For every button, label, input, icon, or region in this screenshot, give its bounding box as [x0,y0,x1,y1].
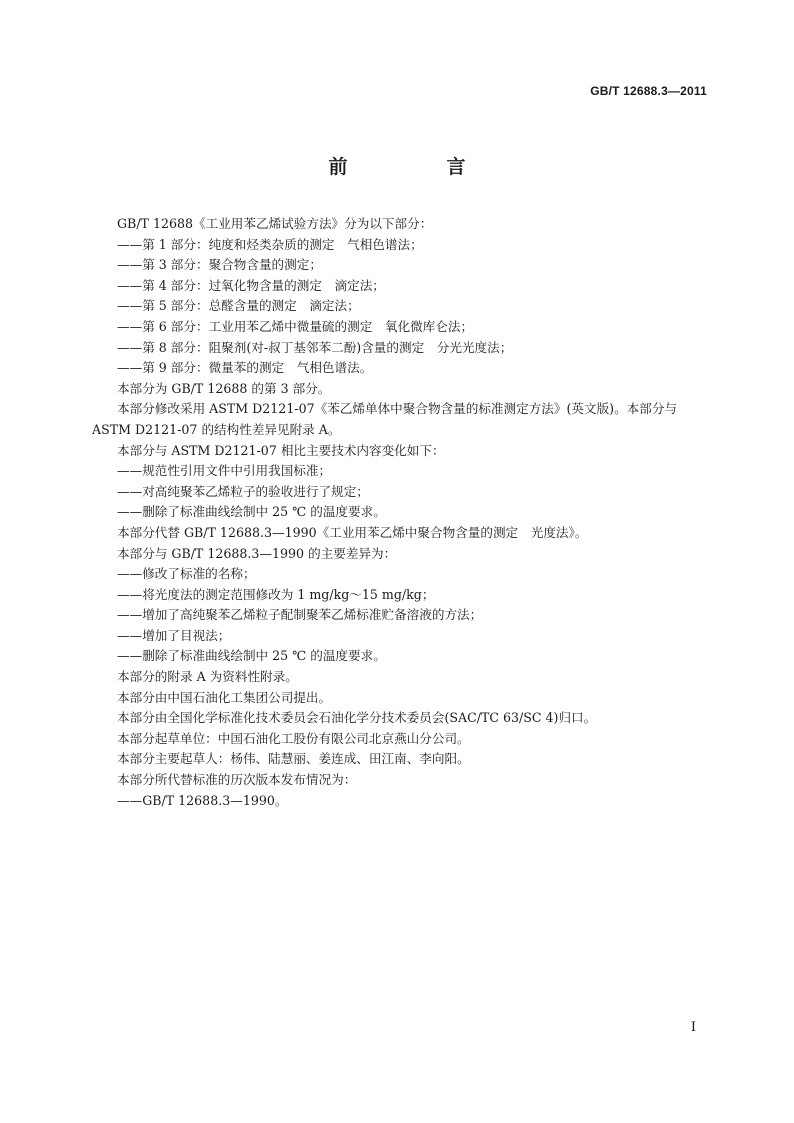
list-item-diff-5: ——删除了标准曲线绘制中 25 ℃ 的温度要求。 [117,648,386,664]
paragraph-drafting-unit: 本部分起草单位：中国石油化工股份有限公司北京燕山分公司。 [117,730,470,746]
list-item-part-9: ——第 9 部分：微量苯的测定 气相色谱法。 [117,360,373,376]
list-item-change-1: ——规范性引用文件中引用我国标准； [117,463,332,479]
list-item-part-1: ——第 1 部分：纯度和烃类杂质的测定 气相色谱法； [117,236,423,252]
paragraph-tech-changes: 本部分与 ASTM D2121-07 相比主要技术内容变化如下： [117,442,445,458]
list-item-diff-3: ——增加了高纯聚苯乙烯粒子配制聚苯乙烯标准贮备溶液的方法； [117,607,483,623]
list-item-diff-2: ——将光度法的测定范围修改为 1 mg/kg～15 mg/kg； [117,586,435,602]
list-item-diff-1: ——修改了标准的名称； [117,566,256,582]
list-item-part-6: ——第 6 部分：工业用苯乙烯中微量硫的测定 氧化微库仑法； [117,318,474,334]
paragraph-history: 本部分所代替标准的历次版本发布情况为： [117,772,357,788]
list-item-part-5: ——第 5 部分：总醛含量的测定 滴定法； [117,298,360,314]
list-item-change-3: ——删除了标准曲线绘制中 25 ℃ 的温度要求。 [117,504,386,520]
paragraph-replaces: 本部分代替 GB/T 12688.3—1990《工业用苯乙烯中聚合物含量的测定 光度法》。 [117,524,588,540]
page-title: 前 言 [328,156,506,178]
list-item-history-1: ——GB/T 12688.3—1990。 [117,792,288,808]
paragraph-appendix: 本部分的附录 A 为资料性附录。 [117,669,298,685]
standard-number: GB/T 12688.3—2011 [590,84,707,98]
paragraph-drafters: 本部分主要起草人：杨伟、陆慧丽、姜连成、田江南、李向阳。 [117,751,470,767]
paragraph-adoption: 本部分修改采用 ASTM D2121-07《苯乙烯单体中聚合物含量的标准测定方法》(英文版)。本部分与 ASTM D2121-07 的结构性差异见附录 A。 [92,401,678,437]
list-item-part-4: ——第 4 部分：过氧化物含量的测定 滴定法； [117,277,385,293]
paragraph-under-jurisdiction: 本部分由全国化学标准化技术委员会石油化学分技术委员会(SAC/TC 63/SC 4)归口。 [117,710,597,726]
list-item-change-2: ——对高纯聚苯乙烯粒子的验收进行了规定； [117,483,369,499]
page-number: I [690,1020,696,1035]
paragraph-part-scope: 本部分为 GB/T 12688 的第 3 部分。 [117,380,331,396]
list-item-part-8: ——第 8 部分：阻聚剂(对-叔丁基邻苯二酚)含量的测定 分光光度法； [117,339,513,355]
paragraph-intro: GB/T 12688《工业用苯乙烯试验方法》分为以下部分： [117,216,433,231]
foreword-body [92,214,704,811]
list-item-diff-4: ——增加了目视法； [117,627,231,643]
list-item-part-3: ——第 3 部分：聚合物含量的测定； [117,257,322,273]
paragraph-proposed-by: 本部分由中国石油化工集团公司提出。 [117,689,332,705]
paragraph-main-differences: 本部分与 GB/T 12688.3—1990 的主要差异为： [117,545,397,561]
